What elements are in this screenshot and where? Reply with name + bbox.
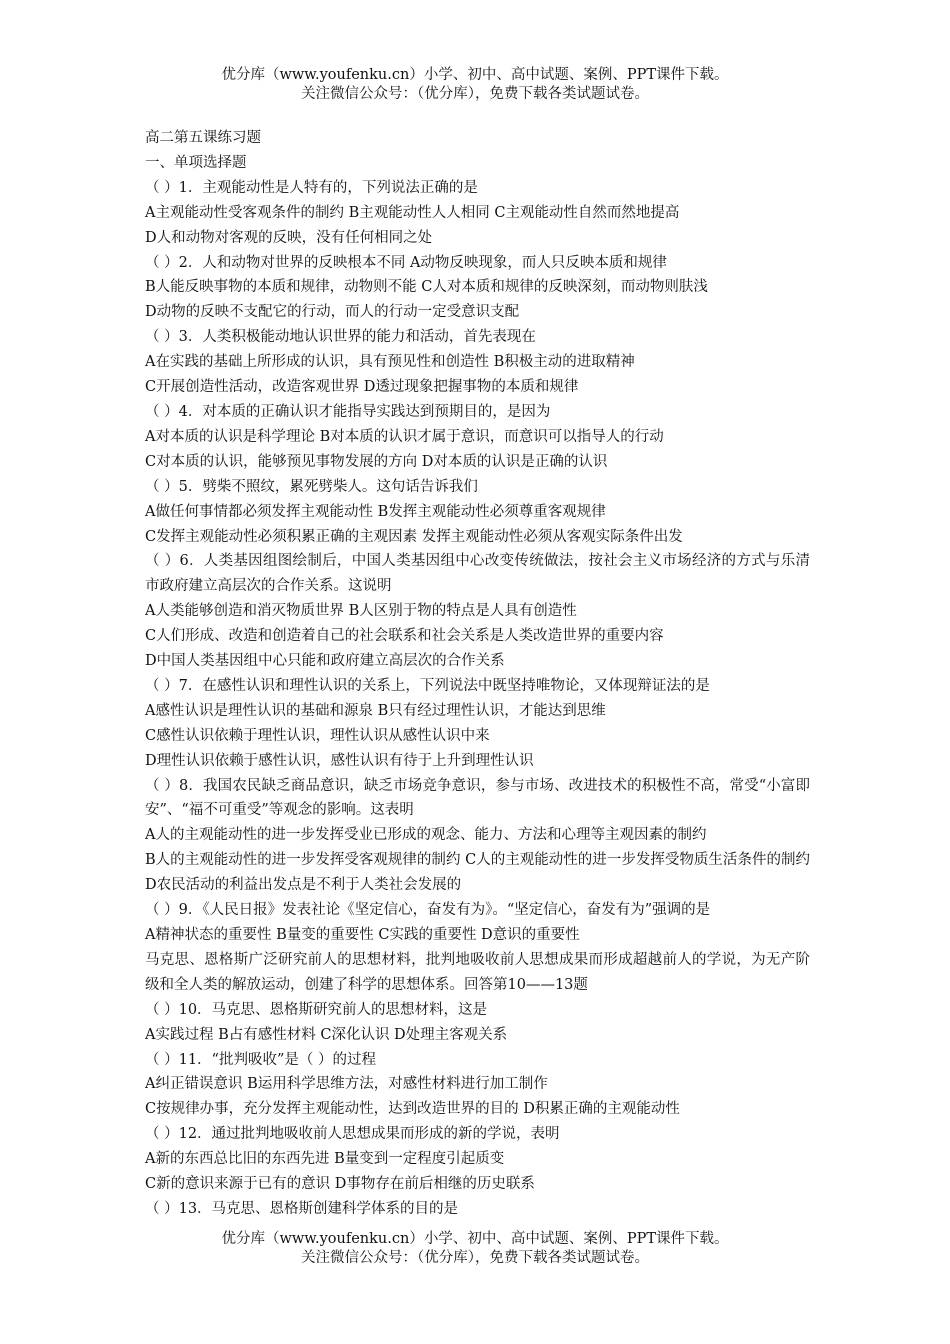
question-9-options: A精神状态的重要性 B量变的重要性 C实践的重要性 D意识的重要性 — [145, 927, 580, 943]
question-2: （ ）2．人和动物对世界的反映根本不同 A动物反映现象，而人只反映本质和规律 — [145, 254, 667, 271]
question-12: （ ）12．通过批判地吸收前人思想成果而形成的新的学说，表明 — [145, 1126, 560, 1143]
page-footer — [0, 1230, 950, 1268]
footer-line-1: 优分库（www.youfenku.cn）小学、初中、高中试题、案例、PPT课件下载。 — [221, 1231, 729, 1247]
footer-line-2: 关注微信公众号：（优分库），免费下载各类试题试卷。 — [301, 1250, 649, 1266]
question-1-options-a: A主观能动性受客观条件的制约 B主观能动性人人相同 C主观能动性自然而然地提高 — [145, 204, 680, 221]
question-12-options-a: A新的东西总比旧的东西先进 B量变到一定程度引起质变 — [145, 1151, 505, 1168]
question-11-options-c: C按规律办事，充分发挥主观能动性，达到改造世界的目的 D积累正确的主观能动性 — [145, 1101, 680, 1118]
question-3: （ ）3．人类积极能动地认识世界的能力和活动，首先表现在 — [145, 329, 536, 346]
question-8-options-b: B人的主观能动性的进一步发挥受客观规律的制约 C人的主观能动性的进一步发挥受物质生活条件的制约 D农民活动的利益出发点是不利于人类社会发展的 — [145, 852, 810, 894]
page-header — [0, 66, 950, 104]
question-1: （ ）1．主观能动性是人特有的，下列说法正确的是 — [145, 179, 478, 196]
question-3-options-c: C开展创造性活动，改造客观世界 D透过现象把握事物的本质和规律 — [145, 379, 579, 396]
question-1-options-d: D人和动物对客观的反映，没有任何相同之处 — [145, 229, 433, 246]
question-13: （ ）13．马克思、恩格斯创建科学体系的目的是 — [145, 1200, 459, 1217]
question-4: （ ）4．对本质的正确认识才能指导实践达到预期目的，是因为 — [145, 403, 551, 420]
section-heading: 一、单项选择题 — [145, 154, 247, 171]
question-10-options: A实践过程 B占有感性材料 C深化认识 D处理主客观关系 — [145, 1026, 508, 1043]
question-4-options-c: C对本质的认识，能够预见事物发展的方向 D对本质的认识是正确的认识 — [145, 453, 608, 470]
question-7: （ ）7．在感性认识和理性认识的关系上，下列说法中既坚持唯物论，又体现辩证法的是 — [145, 677, 710, 694]
question-6-options-c: C人们形成、改造和创造着自己的社会联系和社会关系是人类改造世界的重要内容 — [145, 628, 664, 645]
question-6-options-a: A人类能够创造和消灭物质世界 B人区别于物的特点是人具有创造性 — [145, 603, 577, 620]
question-5-options-c: C发挥主观能动性必须积累正确的主观因素 发挥主观能动性必须从客观实际条件出发 — [145, 528, 683, 545]
question-5-options-a: A做任何事情都必须发挥主观能动性 B发挥主观能动性必须尊重客观规律 — [145, 503, 606, 520]
question-6-options-d: D中国人类基因组中心只能和政府建立高层次的合作关系 — [145, 653, 505, 670]
question-2-options-d: D动物的反映不支配它的行动，而人的行动一定受意识支配 — [145, 304, 520, 321]
document-title: 高二第五课练习题 — [145, 130, 261, 146]
header-line-1: 优分库（www.youfenku.cn）小学、初中、高中试题、案例、PPT课件下载。 — [221, 67, 729, 83]
header-line-2: 关注微信公众号：（优分库），免费下载各类试题试卷。 — [301, 86, 649, 102]
question-7-options-d: D理性认识依赖于感性认识，感性认识有待于上升到理性认识 — [145, 752, 534, 769]
reading-passage: 马克思、恩格斯广泛研究前人的思想材料，批判地吸收前人思想成果而形成超越前人的学说，为无产阶级和全人类的解放运动，创建了科学的思想体系。回答第10——13题 — [145, 951, 810, 993]
document-body — [145, 126, 810, 1222]
question-7-options-c: C感性认识依赖于理性认识，理性认识从感性认识中来 — [145, 727, 490, 744]
question-12-options-c: C新的意识来源于已有的意识 D事物存在前后相继的历史联系 — [145, 1176, 535, 1193]
question-2-options-b: B人能反映事物的本质和规律，动物则不能 C人对本质和规律的反映深刻，而动物则肤浅 — [145, 279, 708, 296]
question-9: （ ）9．《人民日报》发表社论《坚定信心，奋发有为》。“坚定信心，奋发有为”强调的是 — [145, 902, 711, 919]
question-8: （ ）8．我国农民缺乏商品意识，缺乏市场竞争意识，参与市场、改进技术的积极性不高，常受“小富即安”、“福不可重受”等观念的影响。这表明 — [145, 777, 810, 819]
question-5: （ ）5．劈柴不照纹，累死劈柴人。这句话告诉我们 — [145, 478, 478, 495]
question-10: （ ）10．马克思、恩格斯研究前人的思想材料，这是 — [145, 1001, 488, 1018]
question-4-options-a: A对本质的认识是科学理论 B对本质的认识才属于意识，而意识可以指导人的行动 — [145, 428, 664, 445]
question-8-options-a: A人的主观能动性的进一步发挥受业已形成的观念、能力、方法和心理等主观因素的制约 — [145, 827, 707, 844]
question-11: （ ）11．“批判吸收”是（ ）的过程 — [145, 1051, 376, 1068]
question-11-options-a: A纠正错误意识 B运用科学思维方法，对感性材料进行加工制作 — [145, 1076, 548, 1093]
question-3-options-a: A在实践的基础上所形成的认识，具有预见性和创造性 B积极主动的进取精神 — [145, 354, 635, 371]
question-7-options-a: A感性认识是理性认识的基础和源泉 B只有经过理性认识，才能达到思维 — [145, 702, 606, 719]
question-6: （ ）6．人类基因组图绘制后，中国人类基因组中心改变传统做法，按社会主义市场经济的方式与乐清市政府建立高层次的合作关系。这说明 — [145, 553, 810, 595]
